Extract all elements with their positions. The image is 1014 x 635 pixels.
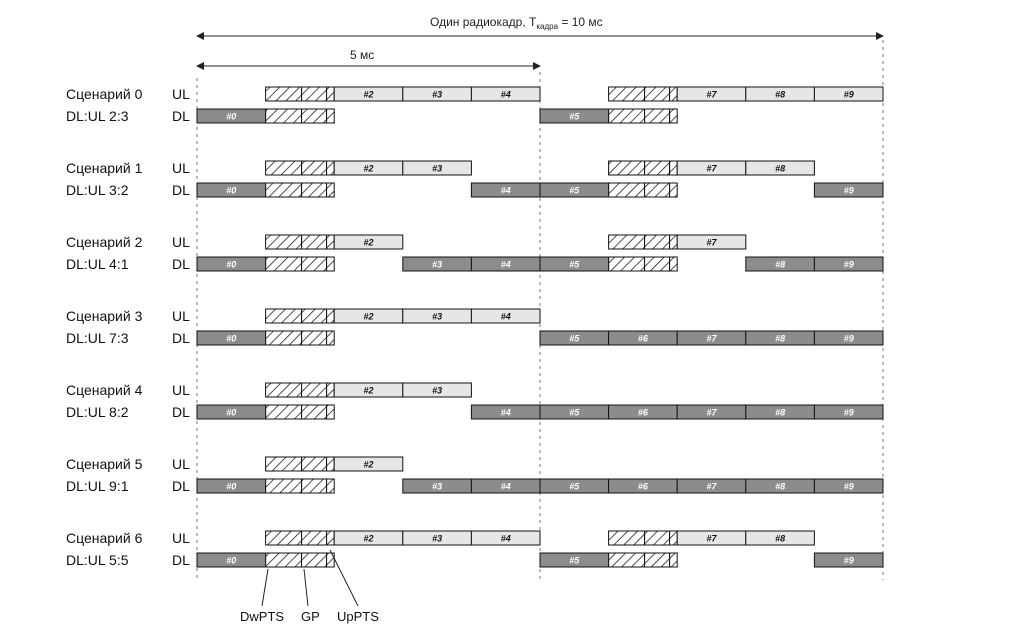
dl-subframe-label: #6	[637, 333, 648, 344]
dwpts-segment	[266, 257, 302, 271]
dl-subframe-label: #0	[226, 111, 237, 122]
dl-subframe-label: #7	[706, 333, 717, 344]
ul-subframe-label: #8	[775, 533, 786, 544]
uppts-segment	[670, 183, 678, 197]
dwpts-segment	[609, 553, 645, 567]
dl-label: DL	[172, 330, 190, 346]
frame-length-label	[430, 15, 603, 31]
dl-subframe-label: #9	[843, 185, 854, 196]
dwpts-segment	[266, 383, 302, 397]
uppts-segment	[670, 235, 678, 249]
ul-label: UL	[172, 382, 190, 398]
frame-length-tail: = 10 мс	[558, 15, 603, 29]
dl-subframe-label: #5	[569, 259, 580, 270]
uppts-label: UpPTS	[337, 609, 379, 624]
dwpts-segment	[266, 183, 302, 197]
frame-length-annotation	[197, 15, 883, 36]
scenario-name: Сценарий 1	[66, 160, 143, 176]
dl-subframe-label: #4	[500, 259, 511, 270]
dl-subframe-label: #5	[569, 481, 580, 492]
ul-subframe-label: #7	[706, 533, 717, 544]
scenario-4	[66, 382, 883, 420]
gp-segment	[302, 309, 327, 323]
scenario-name: Сценарий 0	[66, 86, 143, 102]
uppts-segment	[670, 553, 678, 567]
ul-subframe-label: #2	[363, 89, 374, 100]
dwpts-segment	[266, 161, 302, 175]
gp-segment	[302, 531, 327, 545]
ul-subframe-label: #2	[363, 311, 374, 322]
scenario-ratio: DL:UL 7:3	[66, 330, 129, 346]
dl-label: DL	[172, 478, 190, 494]
uppts-segment	[327, 109, 335, 123]
scenario-6	[66, 530, 883, 568]
uppts-segment	[327, 87, 335, 101]
uppts-segment	[327, 405, 335, 419]
dl-label: DL	[172, 256, 190, 272]
ul-subframe-label: #3	[432, 385, 443, 396]
dl-subframe-label: #0	[226, 555, 237, 566]
dwpts-pointer	[262, 569, 268, 606]
dwpts-segment	[609, 183, 645, 197]
dl-subframe-label: #9	[843, 481, 854, 492]
gp-segment	[302, 183, 327, 197]
uppts-segment	[327, 531, 335, 545]
dl-subframe-label: #0	[226, 481, 237, 492]
gp-segment	[645, 531, 670, 545]
scenario-name: Сценарий 5	[66, 456, 143, 472]
dwpts-segment	[266, 309, 302, 323]
gp-segment	[302, 457, 327, 471]
dwpts-segment	[266, 405, 302, 419]
half-frame-annotation	[197, 48, 540, 66]
dl-label: DL	[172, 552, 190, 568]
gp-segment	[645, 183, 670, 197]
dl-subframe-label: #0	[226, 185, 237, 196]
uppts-segment	[670, 161, 678, 175]
dl-subframe-label: #8	[775, 481, 786, 492]
dl-subframe-label: #8	[775, 333, 786, 344]
ul-subframe-label: #2	[363, 237, 374, 248]
dwpts-segment	[266, 457, 302, 471]
dl-subframe-label: #0	[226, 333, 237, 344]
gp-segment	[645, 553, 670, 567]
dl-subframe-label: #9	[843, 259, 854, 270]
uppts-segment	[327, 183, 335, 197]
scenario-name: Сценарий 4	[66, 382, 143, 398]
dl-subframe-label: #5	[569, 407, 580, 418]
scenario-ratio: DL:UL 3:2	[66, 182, 129, 198]
uppts-pointer	[330, 550, 358, 606]
dl-subframe-label: #5	[569, 555, 580, 566]
ul-subframe-label: #4	[500, 533, 511, 544]
frame-length-main: Один радиокадр, T	[430, 15, 537, 29]
ul-subframe-label: #2	[363, 385, 374, 396]
dwpts-segment	[609, 87, 645, 101]
dl-subframe-label: #3	[432, 481, 443, 492]
dwpts-segment	[266, 109, 302, 123]
uppts-segment	[327, 383, 335, 397]
dl-subframe-label: #9	[843, 407, 854, 418]
dl-subframe-label: #0	[226, 407, 237, 418]
ul-subframe-label: #3	[432, 533, 443, 544]
scenario-rows	[66, 86, 883, 568]
dl-label: DL	[172, 108, 190, 124]
dl-subframe-label: #3	[432, 259, 443, 270]
ul-subframe-label: #4	[500, 89, 511, 100]
ul-subframe-label: #2	[363, 459, 374, 470]
gp-segment	[302, 405, 327, 419]
dwpts-segment	[609, 235, 645, 249]
dwpts-segment	[609, 109, 645, 123]
uppts-segment	[670, 87, 678, 101]
ul-subframe-label: #9	[843, 89, 854, 100]
scenario-0	[66, 86, 883, 124]
gp-segment	[302, 161, 327, 175]
dl-subframe-label: #9	[843, 555, 854, 566]
uppts-segment	[327, 457, 335, 471]
gp-segment	[302, 553, 327, 567]
dl-label: DL	[172, 182, 190, 198]
dl-subframe-label: #5	[569, 333, 580, 344]
frame-length-subscript: кадра	[536, 22, 559, 31]
dl-subframe-label: #7	[706, 481, 717, 492]
gp-segment	[645, 109, 670, 123]
uppts-segment	[670, 257, 678, 271]
dl-subframe-label: #8	[775, 407, 786, 418]
scenario-ratio: DL:UL 4:1	[66, 256, 129, 272]
ul-subframe-label: #7	[706, 163, 717, 174]
gp-segment	[645, 235, 670, 249]
gp-segment	[302, 383, 327, 397]
scenario-name: Сценарий 6	[66, 530, 143, 546]
dl-subframe-label: #0	[226, 259, 237, 270]
dwpts-segment	[266, 331, 302, 345]
scenario-5	[66, 456, 883, 494]
dwpts-label: DwPTS	[240, 609, 285, 624]
gp-segment	[645, 257, 670, 271]
uppts-segment	[670, 109, 678, 123]
ul-subframe-label: #3	[432, 163, 443, 174]
ul-subframe-label: #2	[363, 163, 374, 174]
gp-segment	[302, 331, 327, 345]
scenario-3	[66, 308, 883, 346]
ul-subframe-label: #8	[775, 163, 786, 174]
dl-subframe-label: #6	[637, 481, 648, 492]
ul-subframe-label: #8	[775, 89, 786, 100]
ul-label: UL	[172, 86, 190, 102]
ul-subframe-label: #7	[706, 89, 717, 100]
gp-segment	[645, 161, 670, 175]
dl-subframe-label: #4	[500, 185, 511, 196]
uppts-segment	[327, 161, 335, 175]
dwpts-segment	[266, 87, 302, 101]
ul-label: UL	[172, 530, 190, 546]
gp-segment	[302, 257, 327, 271]
dwpts-segment	[609, 257, 645, 271]
dl-subframe-label: #7	[706, 407, 717, 418]
gp-segment	[302, 479, 327, 493]
scenario-ratio: DL:UL 9:1	[66, 478, 129, 494]
ul-label: UL	[172, 308, 190, 324]
gp-segment	[645, 87, 670, 101]
scenario-2	[66, 234, 883, 272]
ul-subframe-label: #7	[706, 237, 717, 248]
uppts-segment	[670, 531, 678, 545]
dwpts-segment	[266, 553, 302, 567]
uppts-segment	[327, 257, 335, 271]
dl-subframe-label: #8	[775, 259, 786, 270]
scenario-name: Сценарий 3	[66, 308, 143, 324]
uppts-segment	[327, 479, 335, 493]
dl-subframe-label: #4	[500, 407, 511, 418]
dl-subframe-label: #4	[500, 481, 511, 492]
dl-label: DL	[172, 404, 190, 420]
uppts-segment	[327, 235, 335, 249]
half-frame-label: 5 мс	[350, 48, 375, 62]
dl-subframe-label: #9	[843, 333, 854, 344]
uppts-segment	[327, 331, 335, 345]
ul-label: UL	[172, 456, 190, 472]
ul-subframe-label: #3	[432, 311, 443, 322]
scenario-ratio: DL:UL 5:5	[66, 552, 129, 568]
dwpts-segment	[266, 479, 302, 493]
gp-label: GP	[301, 609, 320, 624]
gp-segment	[302, 87, 327, 101]
ul-subframe-label: #4	[500, 311, 511, 322]
gp-segment	[302, 109, 327, 123]
uppts-segment	[327, 309, 335, 323]
ul-subframe-label: #2	[363, 533, 374, 544]
dl-subframe-label: #6	[637, 407, 648, 418]
ul-label: UL	[172, 160, 190, 176]
dwpts-segment	[266, 531, 302, 545]
ul-subframe-label: #3	[432, 89, 443, 100]
scenario-ratio: DL:UL 8:2	[66, 404, 129, 420]
dl-subframe-label: #5	[569, 111, 580, 122]
dwpts-segment	[609, 531, 645, 545]
scenario-name: Сценарий 2	[66, 234, 143, 250]
scenario-1	[66, 160, 883, 198]
dwpts-segment	[266, 235, 302, 249]
scenario-ratio: DL:UL 2:3	[66, 108, 129, 124]
dwpts-segment	[609, 161, 645, 175]
gp-pointer	[304, 569, 308, 606]
ul-label: UL	[172, 234, 190, 250]
dl-subframe-label: #5	[569, 185, 580, 196]
gp-segment	[302, 235, 327, 249]
